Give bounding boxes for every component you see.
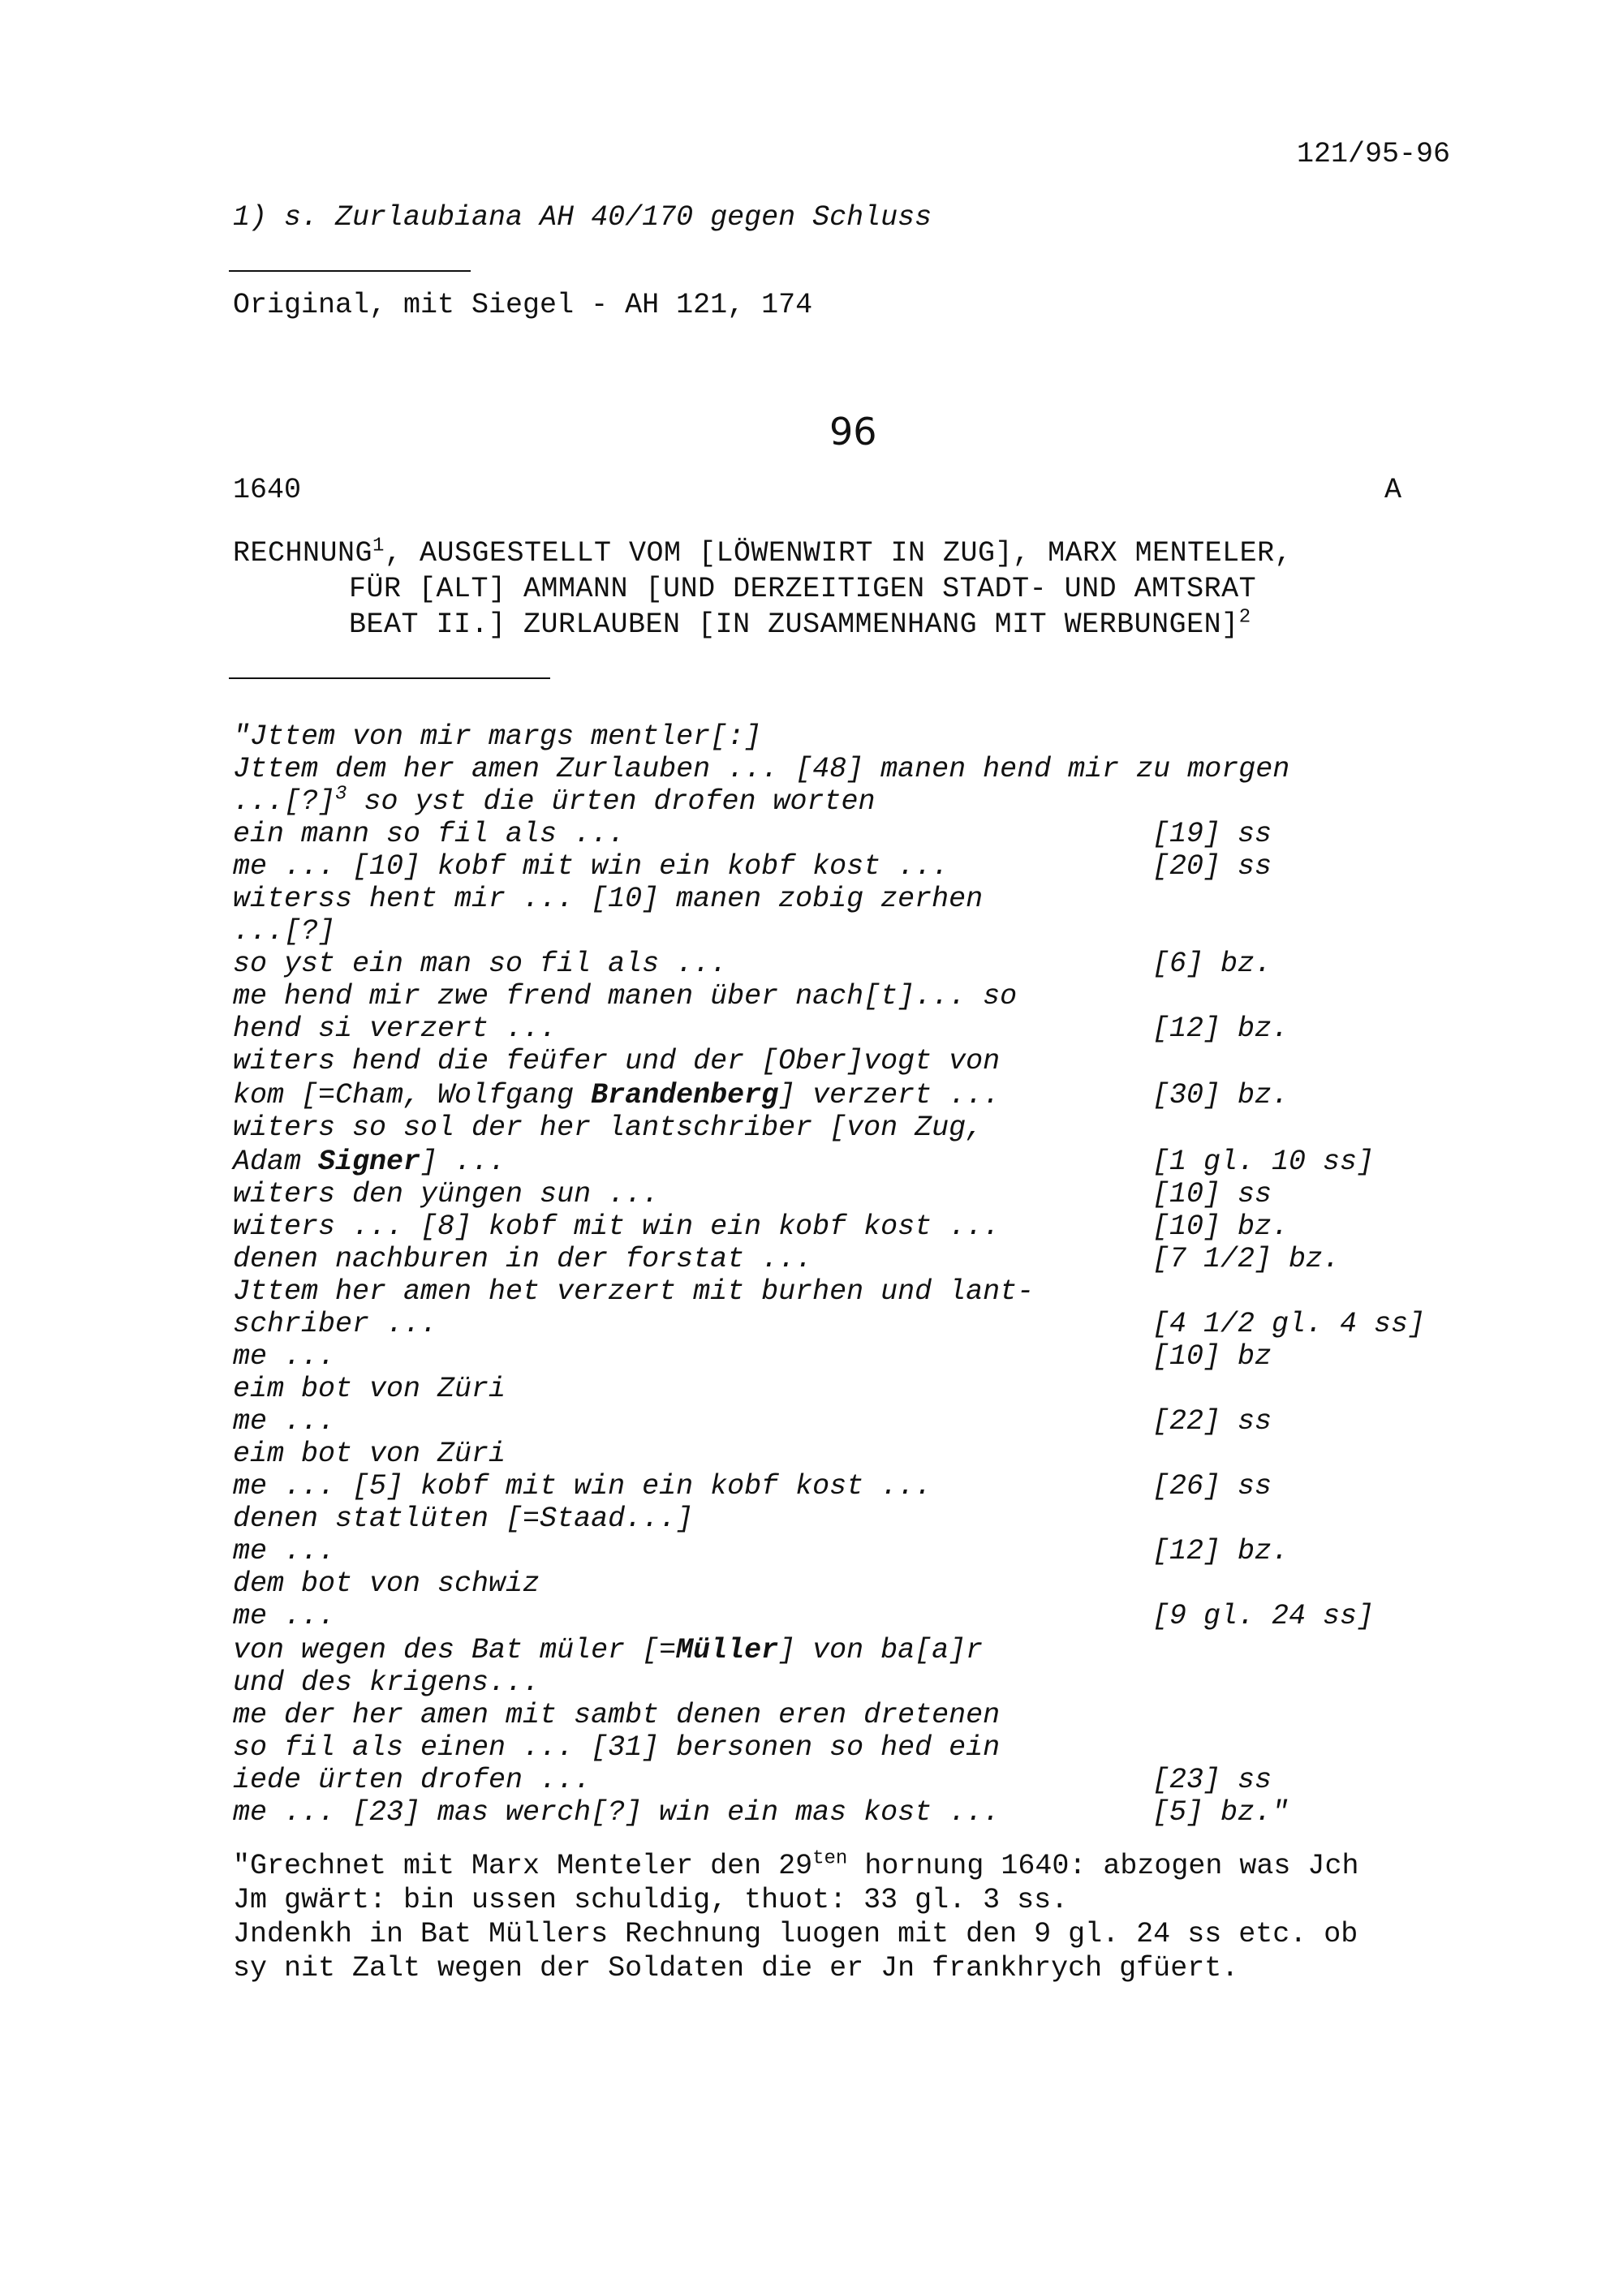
entry-amount: [10] bz.	[1152, 1210, 1289, 1243]
entry-amount: [30] bz.	[1152, 1079, 1289, 1111]
closing-text: "Grechnet mit Marx Menteler den 29	[233, 1850, 813, 1882]
footnote-marker: 1	[372, 535, 385, 557]
entry-text: Adam Signer] ...	[233, 1146, 506, 1178]
entry-row	[233, 1045, 1531, 1077]
entry-text: denen statlüten [=Staad...]	[233, 1503, 694, 1535]
entry-amount: [10] ss	[1152, 1178, 1272, 1210]
entry-row	[233, 720, 1531, 753]
entry-row	[233, 753, 1531, 785]
entry-amount: [5] bz."	[1152, 1796, 1289, 1829]
entry-row	[233, 850, 1531, 883]
entry-row	[233, 1243, 1531, 1275]
entry-row	[233, 785, 1531, 818]
person-name: Signer	[318, 1146, 421, 1178]
previous-source-note: Original, mit Siegel - AH 121, 174	[233, 289, 813, 321]
entry-text: hend si verzert ...	[233, 1013, 558, 1045]
entry-text: me ...	[233, 1600, 336, 1632]
closing-text: hornung 1640: abzogen was Jch	[847, 1850, 1359, 1882]
entry-row	[233, 1666, 1531, 1699]
heading-divider	[229, 677, 550, 679]
entry-amount: [12] bz.	[1152, 1535, 1289, 1567]
closing-note-line-2: Jm gwärt: bin ussen schuldig, thuot: 33 gl. 3 ss.	[233, 1884, 1069, 1916]
entry-row	[233, 1731, 1531, 1764]
document-letter: A	[1384, 474, 1402, 506]
entry-text: so fil als einen ... [31] bersonen so hed ein	[233, 1731, 1001, 1764]
entry-text: ein mann so fil als ...	[233, 818, 626, 850]
entry-text: witers den yüngen sun ...	[233, 1178, 660, 1210]
closing-note-line-4: sy nit Zalt wegen der Soldaten die er Jn frankhrych gfüert.	[233, 1952, 1239, 1984]
entry-amount: [19] ss	[1152, 818, 1272, 850]
entry-row	[233, 1699, 1531, 1731]
person-name: Müller	[676, 1634, 779, 1666]
previous-footnote: 1) s. Zurlaubiana AH 40/170 gegen Schluss	[233, 201, 932, 234]
entry-text: Jttem dem her amen Zurlauben ... [48] manen hend mir zu morgen	[233, 753, 1290, 785]
entry-text: und des krigens...	[233, 1666, 540, 1699]
entry-row	[233, 948, 1531, 980]
entry-text: schriber ...	[233, 1308, 438, 1340]
entry-row	[233, 1340, 1531, 1373]
entry-row	[233, 1796, 1531, 1829]
entry-amount: [6] bz.	[1152, 948, 1272, 980]
document-year: 1640	[233, 474, 302, 506]
entry-row	[233, 1275, 1531, 1308]
entry-row	[233, 1634, 1531, 1666]
entry-row	[233, 1503, 1531, 1535]
document-heading-line-2: FÜR [ALT] AMMANN [UND DERZEITIGEN STADT- UND AMTSRAT	[349, 573, 1257, 605]
entry-text: Jttem her amen het verzert mit burhen und lant-	[233, 1275, 1035, 1308]
closing-note-line-3: Jndenkh in Bat Müllers Rechnung luogen mit den 9 gl. 24 ss etc. ob	[233, 1918, 1358, 1950]
entry-row	[233, 1013, 1531, 1045]
entry-row	[233, 883, 1531, 915]
entry-text: me ...	[233, 1405, 336, 1438]
entry-text: so yst ein man so fil als ...	[233, 948, 728, 980]
footnote-marker: 2	[1238, 606, 1251, 629]
footnote-divider	[229, 270, 471, 272]
entry-row	[233, 1438, 1531, 1470]
document-number: 96	[829, 410, 877, 454]
entry-row	[233, 980, 1531, 1013]
entry-amount: [22] ss	[1152, 1405, 1272, 1438]
entry-text: von wegen des Bat müler [=Müller] von ba[a]r	[233, 1634, 984, 1666]
entry-amount: [10] bz	[1152, 1340, 1272, 1373]
document-heading-line-1	[233, 537, 1292, 570]
entry-row	[233, 818, 1531, 850]
entry-row	[233, 1079, 1531, 1111]
entry-row	[233, 1210, 1531, 1243]
person-name: Brandenberg	[591, 1079, 779, 1111]
heading-text: RECHNUNG	[233, 537, 373, 570]
entry-text: me ... [5] kobf mit win ein kobf kost ...	[233, 1470, 932, 1503]
entry-text: eim bot von Züri	[233, 1373, 506, 1405]
entry-row	[233, 1764, 1531, 1796]
entry-row	[233, 1470, 1531, 1503]
entry-text: eim bot von Züri	[233, 1438, 506, 1470]
entry-amount: [7 1/2] bz.	[1152, 1243, 1341, 1275]
document-heading-line-3	[349, 608, 1251, 641]
entry-text: kom [=Cham, Wolfgang Brandenberg] verzert ...	[233, 1079, 1001, 1111]
entry-text: me hend mir zwe frend manen über nach[t]... so	[233, 980, 1018, 1013]
entry-text: witers ... [8] kobf mit win ein kobf kost ...	[233, 1210, 1001, 1243]
entry-amount: [26] ss	[1152, 1470, 1272, 1503]
entry-amount: [23] ss	[1152, 1764, 1272, 1796]
entry-text: me der her amen mit sambt denen eren dretenen	[233, 1699, 1001, 1731]
entry-text: denen nachburen in der forstat ...	[233, 1243, 813, 1275]
entry-text: me ...	[233, 1535, 336, 1567]
entry-row	[233, 1567, 1531, 1600]
entry-amount: [1 gl. 10 ss]	[1152, 1146, 1375, 1178]
entry-text: me ... [23] mas werch[?] win ein mas kost ...	[233, 1796, 1001, 1829]
heading-text: BEAT II.] ZURLAUBEN [IN ZUSAMMENHANG MIT WERBUNGEN]	[349, 608, 1239, 641]
footnote-marker: 3	[335, 783, 347, 806]
entry-amount: [12] bz.	[1152, 1013, 1289, 1045]
entry-text: dem bot von schwiz	[233, 1567, 540, 1600]
entry-text: iede ürten drofen ...	[233, 1764, 592, 1796]
entry-row	[233, 1308, 1531, 1340]
entry-text: me ... [10] kobf mit win ein kobf kost ...	[233, 850, 949, 883]
entry-text: me ...	[233, 1340, 336, 1373]
entry-amount: [20] ss	[1152, 850, 1272, 883]
entry-text: witers so sol der her lantschriber [von Zug,	[233, 1111, 984, 1144]
entry-row	[233, 1146, 1531, 1178]
entry-amount: [4 1/2 gl. 4 ss]	[1152, 1308, 1426, 1340]
entry-text: witers hend die feüfer und der [Ober]vogt von	[233, 1045, 1001, 1077]
entry-row	[233, 1535, 1531, 1567]
entry-text: ...[?]	[233, 915, 336, 948]
entry-row	[233, 915, 1531, 948]
heading-text: , AUSGESTELLT VOM [LÖWENWIRT IN ZUG], MARX MENTELER,	[384, 537, 1293, 570]
entry-text: witerss hent mir ... [10] manen zobig zerhen	[233, 883, 984, 915]
ordinal-suffix: ten	[812, 1847, 848, 1870]
page-reference: 121/95-96	[1297, 138, 1451, 170]
entry-amount: [9 gl. 24 ss]	[1152, 1600, 1375, 1632]
entry-row	[233, 1405, 1531, 1438]
entry-text: "Jttem von mir margs mentler[:]	[233, 720, 762, 753]
entry-row	[233, 1373, 1531, 1405]
entry-text: ...[?]$^3$ so yst die ürten drofen worten	[233, 783, 876, 818]
entry-row	[233, 1600, 1531, 1632]
entry-row	[233, 1178, 1531, 1210]
entry-row	[233, 1111, 1531, 1144]
closing-note-line-1	[233, 1847, 1359, 1882]
